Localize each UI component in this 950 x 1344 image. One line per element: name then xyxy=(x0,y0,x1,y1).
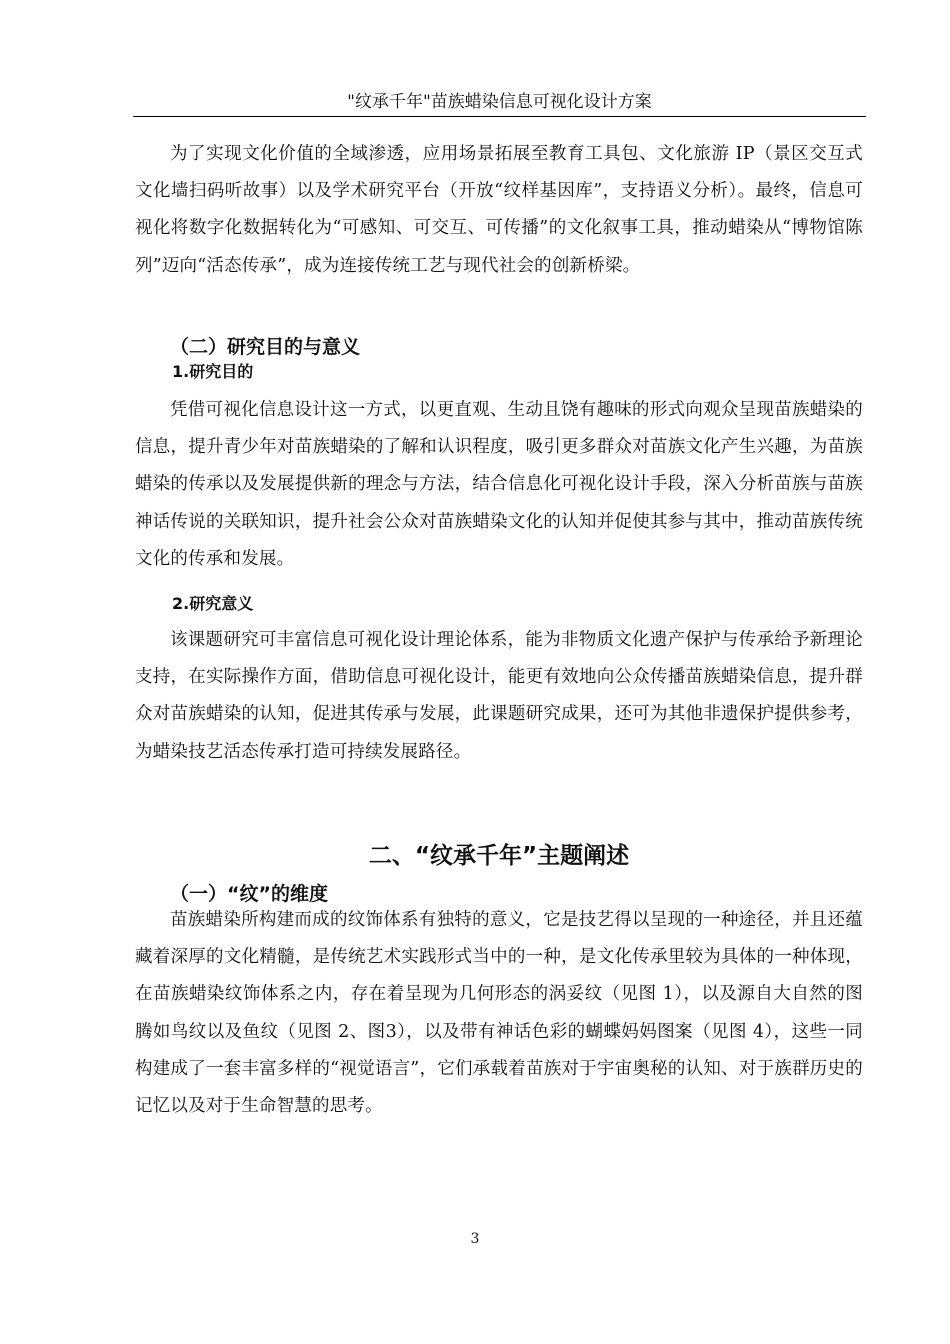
paragraph-research-purpose: 凭借可视化信息设计这一方式，以更直观、生动且饶有趣味的形式向观众呈现苗族蜡染的信息，提升青少年对苗族蜡染的了解和认识程度，吸引更多群众对苗族文化产生兴趣，为苗族蜡染的传承以及发展提供新的理念与方法，结合信息化可视化设计手段，深入分析苗族与苗族神话传说的关联知识，提升社会公众对苗族蜡染文化的认知并促使其参与其中，推动苗族传统文化的传承和发展。 xyxy=(135,400,863,569)
running-header: "纹承千年"苗族蜡染信息可视化设计方案 xyxy=(133,88,866,117)
chapter-heading-theme: 二、“纹承千年”主题阐述 xyxy=(368,843,630,869)
paragraph-research-significance: 该课题研究可丰富信息可视化设计理论体系，能为非物质文化遗产保护与传承给予新理论支持，在实际操作方面，借助信息可视化设计，能更有效地向公众传播苗族蜡染信息，提升群众对苗族蜡染的认知，促进其传承与发展，此课题研究成果，还可为其他非遗保护提供参考，为蜡染技艺活态传承打造可持续发展路径。 xyxy=(135,630,863,762)
subheading-research-purpose: 1.研究目的 xyxy=(172,362,254,381)
section-heading-research-purpose-significance: （二）研究目的与意义 xyxy=(170,336,361,358)
paragraph-application-scenarios: 为了实现文化价值的全域渗透，应用场景拓展至教育工具包、文化旅游 IP（景区交互式文化墙扫码听故事）以及学术研究平台（开放“纹样基因库”，支持语义分析）。最终，信息可视化将数字化数据转化为“可感知、可交互、可传播”的文化叙事工具，推动蜡染从“博物馆陈列”迈向“活态传承”，成为连接传统工艺与现代社会的创新桥梁。 xyxy=(135,144,863,276)
paragraph-pattern-dimension: 苗族蜡染所构建而成的纹饰体系有独特的意义，它是技艺得以呈现的一种途径，并且还蕴藏着深厚的文化精髓，是传统艺术实践形式当中的一种，是文化传承里较为具体的一种体现，在苗族蜡染纹饰体系之内，存在着呈现为几何形态的涡妥纹（见图 1），以及源自大自然的图腾如鸟纹以及鱼纹（见图 2、图3），以及带有神话色彩的蝴蝶妈妈图案（见图 4），这些一同构建成了一套丰富多样的“视觉语言”，它们承载着苗族对于宇宙奥秘的认知、对于族群历史的记忆以及对于生命智慧的思考。 xyxy=(135,910,863,1117)
page-number: 3 xyxy=(470,1231,480,1247)
subheading-research-significance: 2.研究意义 xyxy=(172,594,254,613)
section-heading-pattern-dimension: （一）“纹”的维度 xyxy=(170,883,328,905)
